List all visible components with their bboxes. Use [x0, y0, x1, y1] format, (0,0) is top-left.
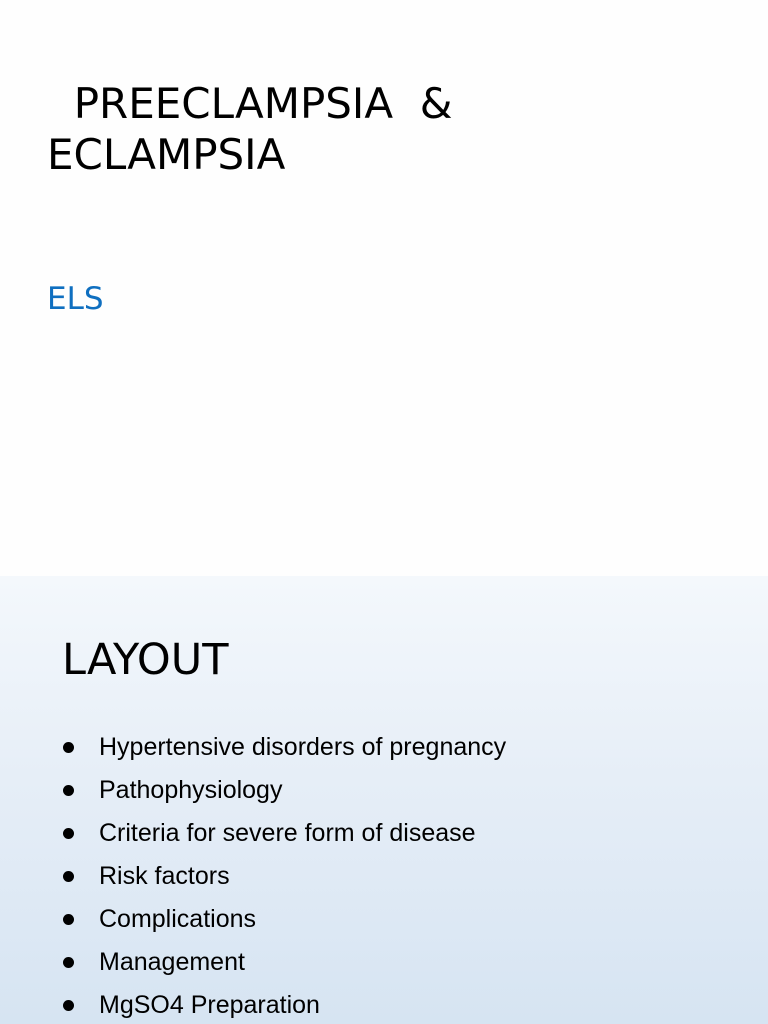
bullet-dot-icon: [63, 785, 74, 796]
bullet-text: Hypertensive disorders of pregnancy: [99, 733, 507, 761]
bullet-text: Criteria for severe form of disease: [99, 819, 476, 847]
bullet-dot-icon: [63, 1000, 74, 1011]
bullet-dot-icon: [63, 914, 74, 925]
bullet-dot-icon: [63, 742, 74, 753]
bullet-item: [62, 812, 506, 855]
bullet-item: [62, 769, 506, 812]
bullet-list: [62, 726, 506, 1024]
slide-title: PREECLAMPSIA & ECLAMPSIA: [47, 79, 453, 179]
bullet-item: [62, 855, 506, 898]
bullet-text: Management: [99, 948, 245, 976]
bullet-item: [62, 984, 506, 1024]
bullet-text: MgSO4 Preparation: [99, 991, 320, 1019]
slide-subtitle: ELS: [47, 281, 104, 317]
bullet-item: [62, 726, 506, 769]
bullet-dot-icon: [63, 957, 74, 968]
bullet-dot-icon: [63, 828, 74, 839]
layout-heading: LAYOUT: [62, 635, 229, 685]
bullet-text: Complications: [99, 905, 257, 933]
bullet-item: [62, 941, 506, 984]
bullet-dot-icon: [63, 871, 74, 882]
layout-slide: [0, 576, 768, 1024]
bullet-text: Risk factors: [99, 862, 230, 890]
bullet-text: Pathophysiology: [99, 776, 283, 804]
bullet-item: [62, 898, 506, 941]
